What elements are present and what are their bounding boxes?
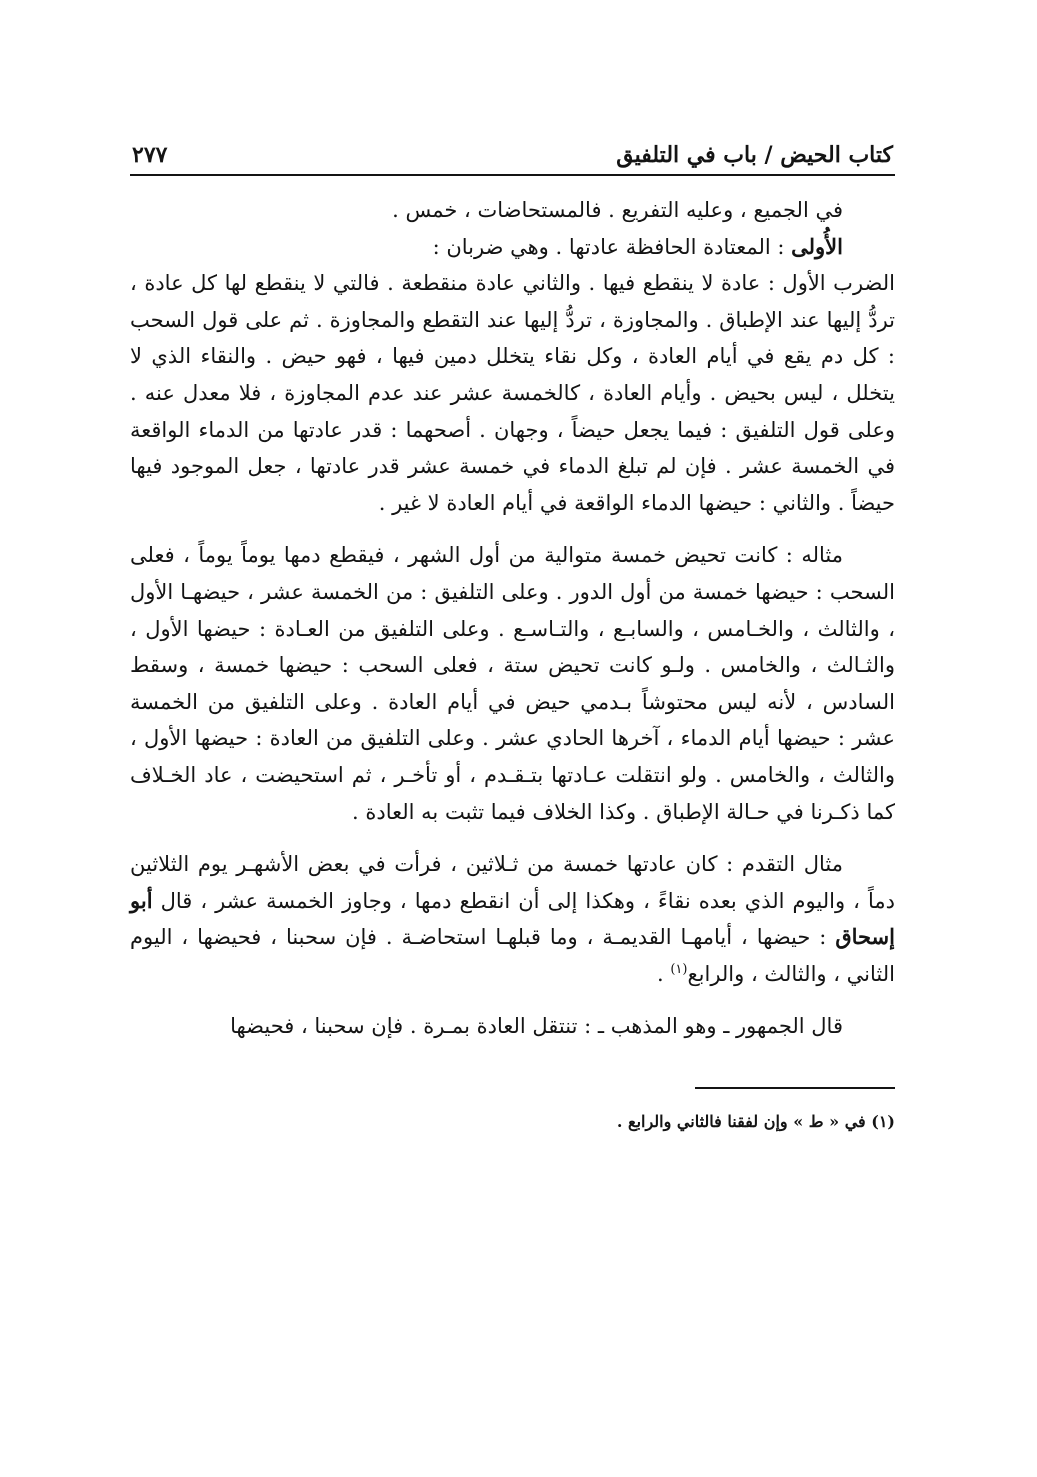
- scholar-name: أبو إسحاق: [130, 887, 895, 950]
- paragraph-3: الضرب الأول : عادة لا ينقطع فيها . والثاني عادة منقطعة . فالتي لا ينقطع لها كل عادة ، تردُّ إليها عند الإطباق . والمجاوزة ، تردُّ إليها عند التقطع والمجاوزة . ثم على قول السحب : كل دم يقع في أيام العادة ، وكل نقاء يتخلل دمين فيها ، فهو حيض . والنقاء الذي لا يتخلل ، ليس بحيض . وأيام العادة ، كالخمسة عشر عند عدم المجاوزة ، فلا معدل عنه . وعلى قول التلفيق : فيما يجعل حيضاً ، وجهان . أصحهما : قدر عادتها من الدماء الواقعة في الخمسة عشر . فإن لم تبلغ الدماء في خمسة عشر قدر عادتها ، جعل الموجود فيها حيضاً . والثاني : حيضها الدماء الواقعة في أيام العادة لا غير .: [130, 271, 895, 515]
- paragraph-2: [130, 229, 895, 266]
- footnote-reference[interactable]: (١): [670, 961, 688, 977]
- running-title: كتاب الحيض / باب في التلفيق: [616, 142, 893, 168]
- book-page: [130, 130, 895, 1135]
- footnote: (١) في « ط » وإن لفقنا فالثاني والرابع .: [616, 1112, 895, 1132]
- footnote-divider: [695, 1087, 895, 1089]
- paragraph-5-text-b: : حيضها ، أيامهـا القديمـة ، وما قبلهـا استحاضـة . فإن سحبنا ، فحيضها ، اليوم الثاني ، والثالث ، والرابع: [130, 925, 895, 986]
- paragraph-5-end: .: [656, 961, 671, 986]
- paragraph-2-heading: الأُولى: [791, 233, 843, 259]
- paragraph-5: [130, 846, 895, 992]
- body-text: [130, 192, 895, 1045]
- paragraph-4: مثاله : كانت تحيض خمسة متوالية من أول الشهر ، فيقطع دمها يوماً يوماً ، فعلى السحب : حيضها خمسة من أول الدور . وعلى التلفيق : من الخمسة عشر ، حيضهـا الأول ، والثالث ، والخـامس ، والسابـع ، والتـاسـع . وعلى التلفيق من العـادة : حيضها الأول ، والثـالث ، والخامس . ولـو كانت تحيض ستة ، فعلى السحب : حيضها خمسة ، وسقط السادس ، لأنه ليس محتوشاً بـدمي حيض في أيام العادة . وعلى التلفيق من الخمسة عشر : حيضها أيام الدماء ، آخرها الحادي عشر . وعلى التلفيق من العادة : حيضها الأول ، والثالث ، والخامس . ولو انتقلت عـادتها بتـقـدم ، أو تأخـر ، ثم استحيضت ، عاد الخـلاف كما ذكـرنا في حـالة الإطباق . وكذا الخلاف فيما تثبت به العادة .: [130, 543, 895, 824]
- paragraph-2-text: : المعتادة الحافظة عادتها . وهي ضربان :: [432, 234, 792, 259]
- paragraph-1: في الجميع ، وعليه التفريع . فالمستحاضات ، خمس .: [392, 198, 843, 222]
- paragraph-5-text-a: مثال التقدم : كان عادتها خمسة من ثـلاثين ، فرأت في بعض الأشهـر يوم الثلاثين دماً ، واليوم الذي بعده نقاءً ، وهكذا إلى أن انقطع دمها ، وجاوز الخمسة عشر ، قال: [130, 852, 895, 913]
- page-header: [130, 130, 895, 176]
- paragraph-6: قال الجمهور ـ وهو المذهب ـ : تنتقل العادة بمـرة . فإن سحبنا ، فحيضها: [230, 1014, 843, 1039]
- page-number: ٢٧٧: [132, 142, 168, 168]
